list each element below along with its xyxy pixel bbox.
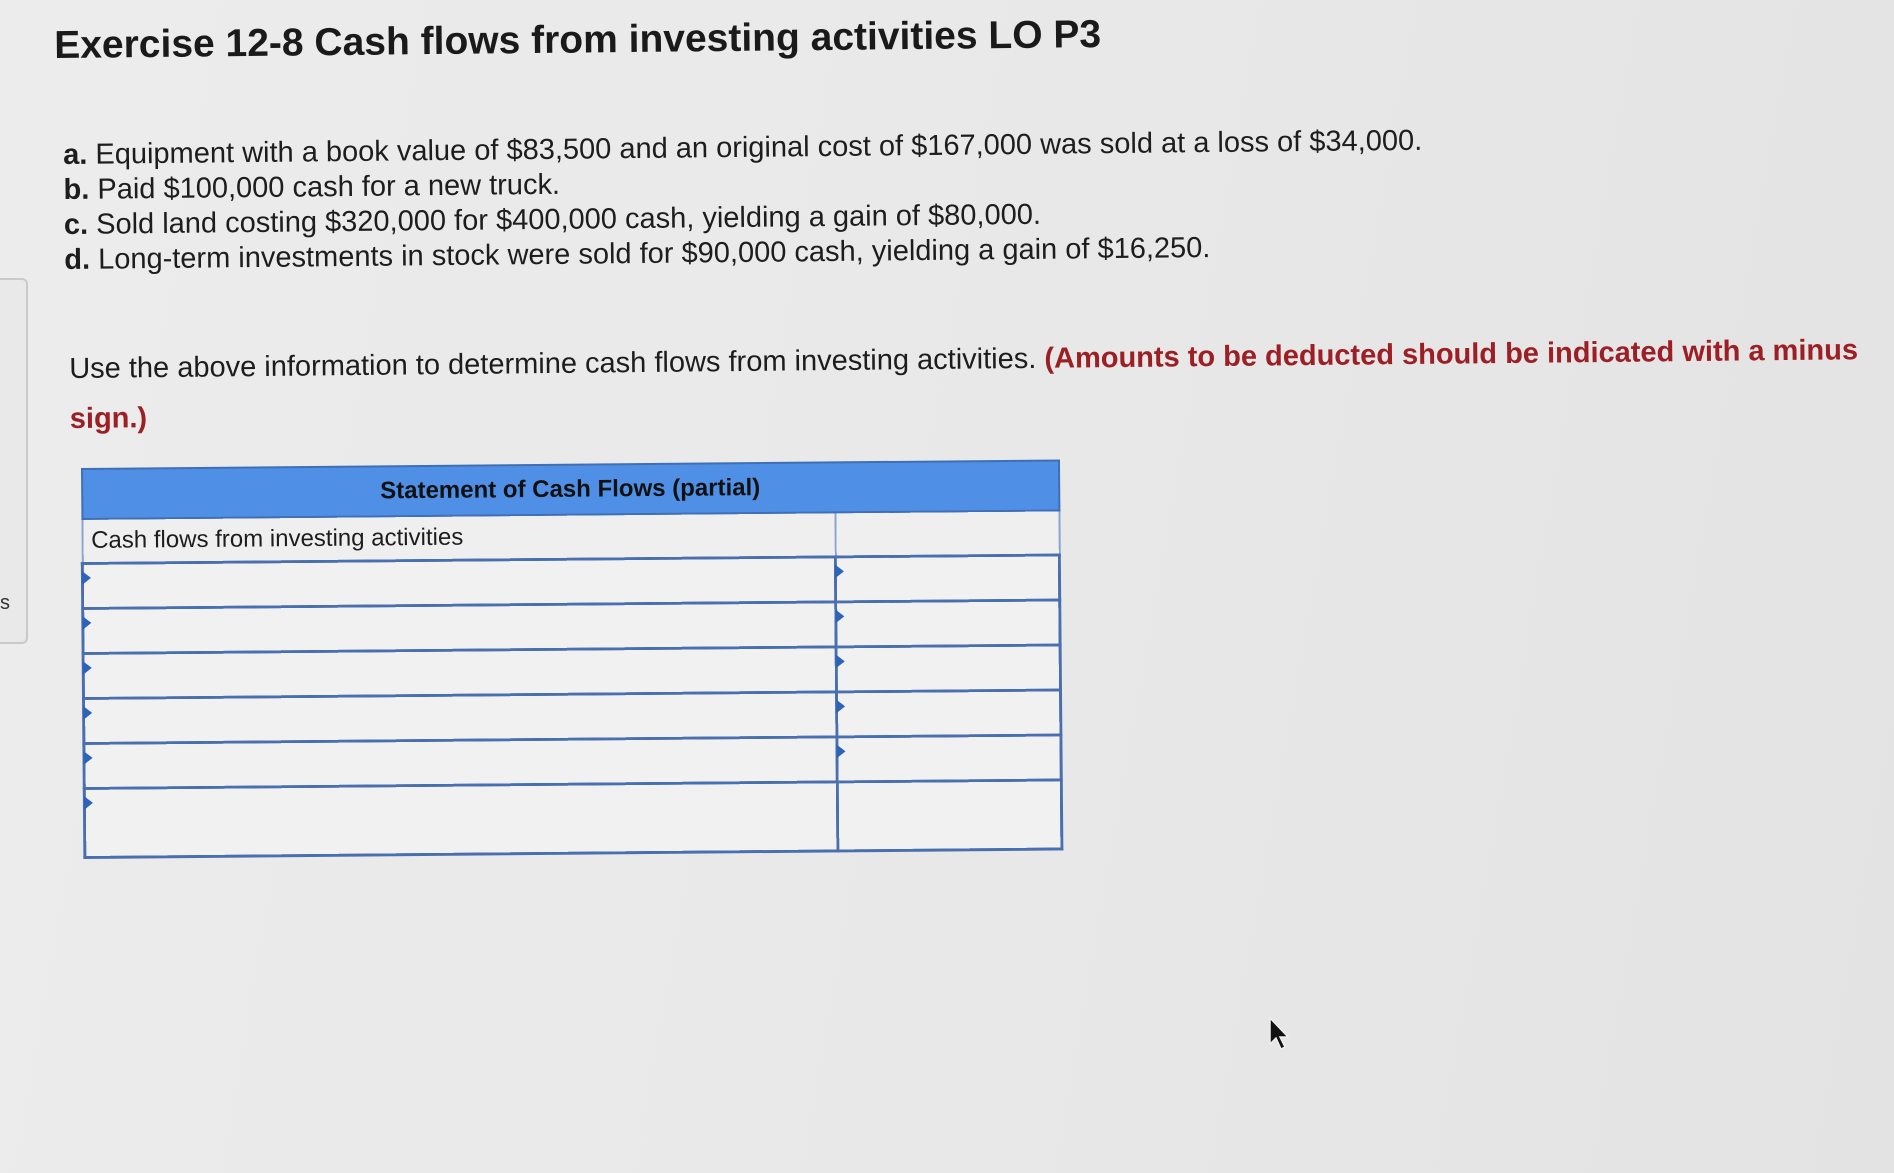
section-amount-blank [835, 510, 1059, 556]
amount-input[interactable] [837, 601, 1058, 645]
left-panel-letter: s [0, 592, 10, 614]
dropdown-marker-icon [82, 571, 91, 585]
exercise-title: Exercise 12-8 Cash flows from investing activities LO P3 [54, 13, 1102, 67]
total-label-input[interactable] [86, 783, 837, 856]
dropdown-marker-icon [83, 661, 92, 675]
total-row [84, 780, 1062, 858]
description-input[interactable] [84, 558, 834, 607]
total-amount-input[interactable] [839, 781, 1061, 849]
dropdown-marker-icon [83, 706, 92, 720]
item-b: b. Paid $100,000 cash for a new truck. [63, 168, 561, 206]
description-input[interactable] [84, 603, 834, 652]
amount-input[interactable] [838, 736, 1059, 780]
amount-input[interactable] [837, 556, 1058, 600]
section-label: Cash flows from investing activities [82, 512, 835, 563]
instructions [69, 325, 1870, 444]
description-input[interactable] [85, 738, 835, 787]
item-d: d. Long-term investments in stock were sold for $90,000 cash, yielding a gain of $16,250. [64, 231, 1211, 276]
statement-table [80, 459, 1063, 859]
dropdown-marker-icon [836, 654, 845, 668]
dropdown-marker-icon [836, 744, 845, 758]
instructions-text: Use the above information to determine cash flows from investing activities. [69, 342, 1045, 385]
instructions-note: (Amounts to be deducted should be indicated with a minus sign.) [69, 334, 1859, 435]
statement-header: Statement of Cash Flows (partial) [82, 460, 1059, 519]
problem-items [63, 124, 1423, 278]
dropdown-marker-icon [84, 796, 93, 810]
description-input[interactable] [85, 648, 835, 697]
left-panel-edge[interactable] [0, 278, 28, 644]
item-a: a. Equipment with a book value of $83,500 and an original cost of $167,000 was sold at a loss of $34,000. [63, 124, 1423, 171]
dropdown-marker-icon [835, 609, 844, 623]
dropdown-marker-icon [836, 699, 845, 713]
dropdown-marker-icon [835, 564, 844, 578]
description-input[interactable] [85, 693, 835, 742]
dropdown-marker-icon [82, 616, 91, 630]
amount-input[interactable] [838, 691, 1059, 735]
cash-flow-statement [80, 459, 1063, 859]
mouse-pointer-icon [1268, 1016, 1294, 1052]
amount-input[interactable] [838, 646, 1059, 690]
item-c: c. Sold land costing $320,000 for $400,000 cash, yielding a gain of $80,000. [63, 198, 1042, 241]
dropdown-marker-icon [83, 751, 92, 765]
